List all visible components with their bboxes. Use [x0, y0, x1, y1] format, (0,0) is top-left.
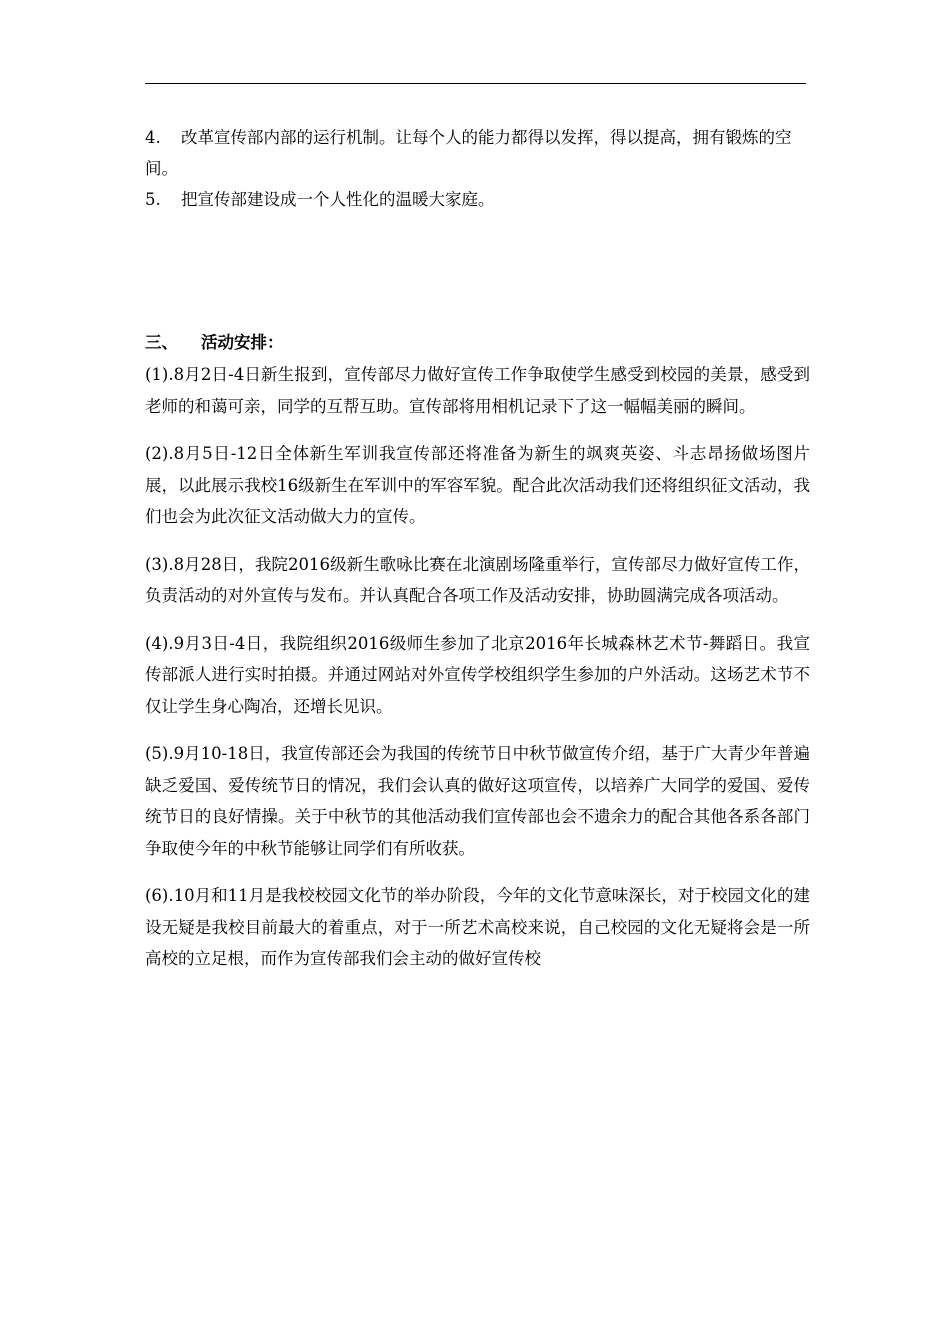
list-item-number: 4.: [145, 128, 161, 147]
section-number: 三、: [145, 333, 178, 352]
paragraph: (4).9月3日-4日，我院组织2016级师生参加了北京2016年长城森林艺术节-舞蹈日。我宣传部派人进行实时拍摄。并通过网站对外宣传学校组织学生参加的户外活动。这场艺术节不仅让学生身心陶冶，还增长见识。: [145, 633, 810, 716]
section-title: 活动安排：: [201, 333, 284, 352]
document-body: [145, 122, 810, 991]
paragraph: (5).9月10-18日，我宣传部还会为我国的传统节日中秋节做宣传介绍，基于广大青少年普遍缺乏爱国、爱传统节日的情况，我们会认真的做好这项宣传，以培养广大同学的爱国、爱传统节日的良好情操。关于中秋节的其他活动我们宣传部也会不遗余力的配合其他各系各部门争取使今年的中秋节能够让同学们有所收获。: [145, 744, 810, 858]
spacer: [145, 215, 810, 327]
section-heading: [145, 327, 810, 358]
header-rule: [145, 83, 806, 84]
list-item: [145, 184, 810, 215]
paragraph: (1).8月2日-4日新生报到，宣传部尽力做好宣传工作争取使学生感受到校园的美景，感受到老师的和蔼可亲，同学的互帮互助。宣传部将用相机记录下了这一幅幅美丽的瞬间。: [145, 365, 810, 416]
list-item-text: 把宣传部建设成一个人性化的温暖大家庭。: [181, 190, 495, 209]
paragraph: (3).8月28日，我院2016级新生歌咏比赛在北演剧场隆重举行，宣传部尽力做好宣传工作，负责活动的对外宣传与发布。并认真配合各项工作及活动安排，协助圆满完成各项活动。: [145, 554, 810, 605]
paragraph: (2).8月5日-12日全体新生军训我宣传部还将准备为新生的飒爽英姿、斗志昂扬做场图片展，以此展示我校16级新生在军训中的军容军貌。配合此次活动我们还将组织征文活动，我们也会为此次征文活动做大力的宣传。: [145, 444, 810, 526]
paragraph: (6).10月和11月是我校校园文化节的举办阶段，今年的文化节意味深长，对于校园文化的建设无疑是我校目前最大的着重点，对于一所艺术高校来说，自己校园的文化无疑将会是一所高校的立足根，而作为宣传部我们会主动的做好宣传校: [145, 886, 810, 968]
list-item-number: 5.: [145, 190, 161, 209]
list-item-text: 改革宣传部内部的运行机制。让每个人的能力都得以发挥，得以提高，拥有锻炼的空间。: [145, 128, 792, 178]
list-item: [145, 122, 810, 184]
